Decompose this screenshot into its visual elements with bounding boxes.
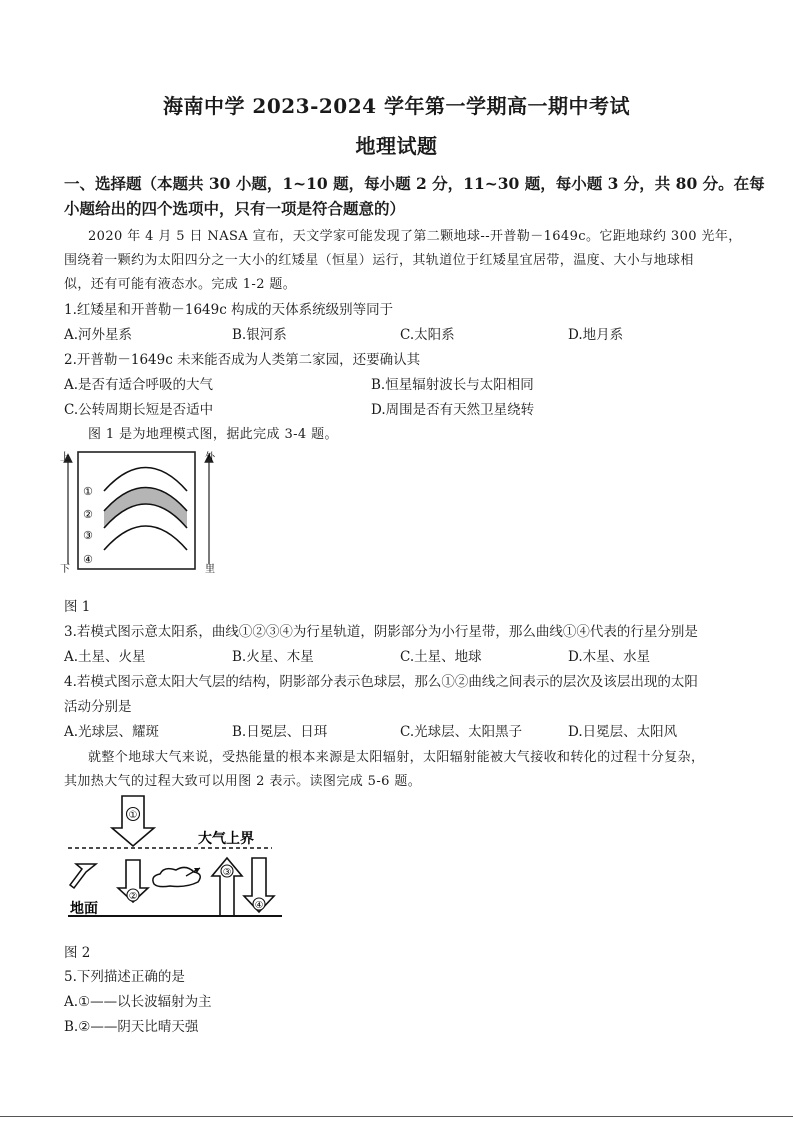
- q4-option-c[interactable]: C.光球层、太阳黑子: [400, 724, 523, 740]
- q1-stem: 1.红矮星和开普勒－1649c 构成的天体系统级别等同于: [64, 302, 394, 318]
- q2-option-c[interactable]: C.公转周期长短是否适中: [64, 402, 214, 418]
- arrow-2-label: ②: [128, 891, 138, 902]
- passage1-line3: 似，还有可能有液态水。完成 1-2 题。: [64, 277, 297, 292]
- q2-option-d[interactable]: D.周围是否有天然卫星绕转: [371, 402, 535, 418]
- q4-stem-line2: 活动分别是: [64, 699, 132, 715]
- figure2-diagram: [64, 792, 304, 922]
- label-in: 里: [205, 564, 215, 575]
- q3-option-c[interactable]: C.土星、地球: [400, 649, 482, 665]
- curve-label-2: ②: [83, 508, 93, 521]
- label-out: 外: [205, 452, 215, 463]
- q5-stem: 5.下列描述正确的是: [64, 969, 185, 985]
- section-heading-line2: 小题给出的四个选项中，只有一项是符合题意的）: [64, 199, 406, 218]
- curve-4: [104, 526, 187, 550]
- q3-option-a[interactable]: A.土星、火星: [64, 649, 146, 665]
- arrow-3-label: ③: [222, 867, 232, 878]
- curve-label-3: ③: [83, 529, 93, 542]
- q2-option-b[interactable]: B.恒星辐射波长与太阳相同: [371, 377, 534, 393]
- q3-stem: 3.若模式图示意太阳系，曲线①②③④为行星轨道，阴影部分为小行星带，那么曲线①④代表的行星分别是: [64, 624, 698, 640]
- figure2-caption: 图 2: [64, 945, 91, 961]
- q4-option-a[interactable]: A.光球层、耀斑: [64, 724, 160, 740]
- reflected-arrow: [70, 864, 96, 888]
- curve-label-1: ①: [83, 485, 93, 498]
- label-down: 下: [60, 564, 70, 575]
- shaded-band: [104, 488, 187, 529]
- q4-option-b[interactable]: B.日冕层、日珥: [232, 724, 328, 740]
- passage1-line2: 围绕着一颗约为太阳四分之一大小的红矮星（恒星）运行，其轨道位于红矮星宜居带，温度、大小与地球相: [64, 253, 694, 268]
- ground-label: 地面: [70, 901, 98, 917]
- q5-option-b[interactable]: B.②——阴天比晴天强: [64, 1019, 199, 1035]
- figure1-caption: 图 1: [64, 599, 91, 615]
- figure1-diagram: [60, 446, 222, 576]
- q4-stem-line1: 4.若模式图示意太阳大气层的结构，阴影部分表示色球层，那么①②曲线之间表示的层次及该层出现的太阳: [64, 674, 698, 690]
- q4-option-d[interactable]: D.日冕层、太阳风: [568, 724, 678, 740]
- intro-3-4: 图 1 是为地理模式图，据此完成 3-4 题。: [88, 427, 338, 442]
- q2-stem: 2.开普勒－1649c 未来能否成为人类第二家园，还要确认其: [64, 352, 421, 368]
- exam-subtitle: 地理试题: [355, 134, 438, 158]
- curve-label-4: ④: [83, 553, 93, 566]
- q2-option-a[interactable]: A.是否有适合呼吸的大气: [64, 377, 214, 393]
- label-up: 上: [60, 452, 70, 463]
- passage1-line1: 2020 年 4 月 5 日 NASA 宣布，天文学家可能发现了第二颗地球--开普勒－1649c。它距地球约 300 光年，: [88, 229, 742, 244]
- q3-option-d[interactable]: D.木星、水星: [568, 649, 651, 665]
- passage56-line2: 其加热大气的过程大致可以用图 2 表示。读图完成 5-6 题。: [64, 774, 422, 789]
- exam-title: 海南中学 2023-2024 学年第一学期高一期中考试: [162, 94, 631, 118]
- cloud-icon: [153, 867, 200, 886]
- q1-option-c[interactable]: C.太阳系: [400, 327, 455, 343]
- q1-option-d[interactable]: D.地月系: [568, 327, 624, 343]
- q5-option-a[interactable]: A.①——以长波辐射为主: [64, 994, 212, 1010]
- page-bottom-divider: [0, 1116, 793, 1117]
- passage56-line1: 就整个地球大气来说，受热能量的根本来源是太阳辐射，太阳辐射能被大气接收和转化的过程十分复杂，: [88, 750, 705, 765]
- q3-option-b[interactable]: B.火星、木星: [232, 649, 314, 665]
- atmosphere-top-label: 大气上界: [198, 831, 254, 847]
- section-heading-line1: 一、选择题（本题共 30 小题，1~10 题，每小题 2 分，11~30 题，每小题 3 分，共 80 分。在每: [64, 174, 765, 193]
- arrow-1-label: ①: [128, 810, 138, 821]
- arrow-4-label: ④: [254, 900, 264, 911]
- q1-option-b[interactable]: B.银河系: [232, 327, 287, 343]
- q1-option-a[interactable]: A.河外星系: [64, 327, 133, 343]
